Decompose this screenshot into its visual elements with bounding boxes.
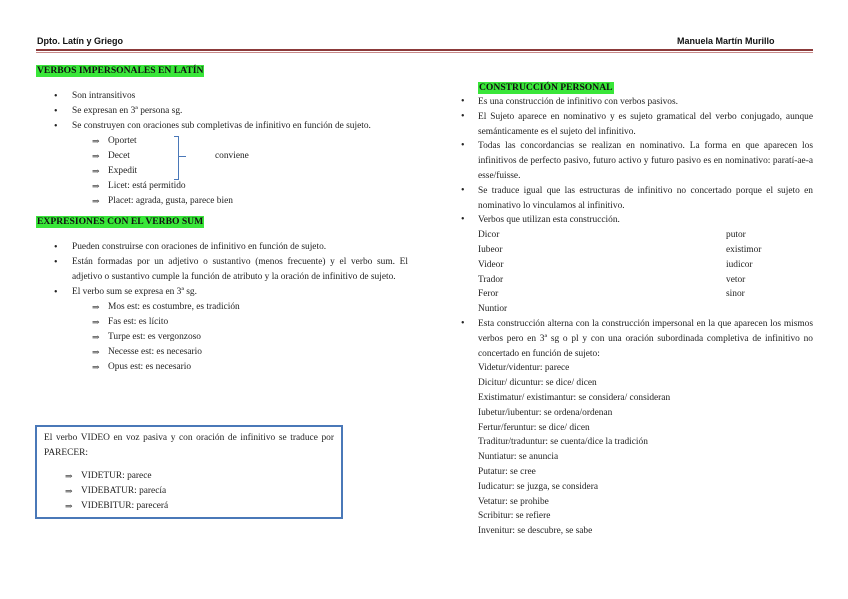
translation-line: Existimatur/ existimantur: se considera/ consideran: [478, 392, 671, 403]
list-item: ⇒ Opus est: es necesario: [36, 360, 408, 375]
list-item: ⇒ Fas est: es lícito: [36, 315, 408, 330]
verb-right: vetor: [726, 274, 746, 285]
arrow-icon: ⇒: [92, 302, 100, 312]
verb-right: sinor: [726, 289, 745, 300]
list-item: • Verbos que utilizan esta construcción.: [461, 213, 813, 228]
list-item: • El Sujeto aparece en nominativo y es sujeto gramatical del verbo conjugado, aunque semánticamente es el sujeto del infinitivo.: [461, 110, 813, 140]
verb-left: Nuntior: [478, 304, 508, 315]
list-item: ⇒ Turpe est: es vergonzoso: [36, 330, 408, 345]
translation-line: Invenitur: se descubre, se sabe: [478, 526, 593, 537]
translation-line: Iubetur/iubentur: se ordena/ordenan: [478, 407, 613, 418]
verb-left: Dicor: [478, 230, 500, 241]
arrow-icon: ⇒: [92, 151, 100, 161]
arrow-icon: ⇒: [92, 196, 100, 206]
arrow-icon: ⇒: [65, 471, 73, 481]
arrow-icon: ⇒: [92, 317, 100, 327]
verb-left: Trador: [478, 274, 504, 285]
translation-line: Putatur: se cree: [478, 466, 536, 477]
personal-bullets: [461, 95, 813, 228]
verb-right: iudicor: [726, 259, 753, 270]
video-intro: El verbo VIDEO en voz pasiva y con oración de infinitivo se traduce por PARECER:: [44, 433, 334, 458]
arrow-icon: ⇒: [92, 332, 100, 342]
translations-list: [461, 361, 813, 539]
header-department: Dpto. Latín y Griego: [37, 36, 124, 46]
arrow-icon: ⇒: [92, 181, 100, 191]
impersonales-title: VERBOS IMPERSONALES EN LATÍN: [37, 65, 204, 76]
list-item: • El verbo sum se expresa en 3ª sg.: [36, 285, 408, 300]
list-item: ⇒ Licet: está permitido: [36, 179, 408, 194]
list-item: ⇒ Oportet: [36, 134, 408, 149]
verb-left: Feror: [478, 289, 499, 300]
arrow-icon: ⇒: [65, 486, 73, 496]
arrow-icon: ⇒: [92, 362, 100, 372]
list-item: • Se traduce igual que las estructuras de infinitivo no concertado porque el sujeto en nominativo lo vinculamos al infinitivo.: [461, 184, 813, 214]
brace-icon: [174, 136, 179, 180]
impersonales-verbs: [36, 134, 408, 209]
list-item: • Están formadas por un adjetivo o sustantivo (menos frecuente) y el verbo sum. El adjetivo o sustantivo cumple la función de atributo y la oración de infinitivo de sujeto.: [36, 255, 408, 285]
list-item: ⇒ Mos est: es costumbre, es tradición: [36, 300, 408, 315]
verb-left: Videor: [478, 259, 504, 270]
list-item: • Son intransitivos: [36, 89, 408, 104]
brace-tick: [178, 156, 186, 157]
right-column: [461, 81, 813, 539]
list-item: ⇒ Placet: agrada, gusta, parece bien: [36, 194, 408, 209]
list-item: ⇒ VIDEBITUR: parecerá: [9, 499, 309, 514]
arrow-icon: ⇒: [65, 501, 73, 511]
list-item: ⇒ Necesse est: es necesario: [36, 345, 408, 360]
list-item: • Todas las concordancias se realizan en nominativo. La forma en que aparecen los infinitivos de perfecto pasivo, futuro activo y futuro pasivo es en nominativo: paratí-ae-a esse/fuisse.: [461, 139, 813, 183]
brace-label: conviene: [215, 151, 249, 161]
impersonales-bullets: [36, 89, 408, 134]
list-item: • Se construyen con oraciones sub completivas de infinitivo en función de sujeto.: [36, 119, 408, 134]
video-items: [9, 469, 309, 514]
list-item: ⇒ Decet: [36, 149, 408, 164]
translation-line: Fertur/feruntur: se dice/ dicen: [478, 422, 590, 433]
sum-title: EXPRESIONES CON EL VERBO SUM: [37, 216, 204, 227]
sum-examples: [36, 300, 408, 375]
arrow-icon: ⇒: [92, 166, 100, 176]
header-rule: [36, 49, 813, 51]
arrow-icon: ⇒: [92, 136, 100, 146]
verb-left: Iubeor: [478, 244, 503, 255]
list-item: ⇒ Expedit: [36, 164, 408, 179]
translation-line: Videtur/videntur: parece: [478, 363, 570, 374]
list-item: • Pueden construirse con oraciones de infinitivo en función de sujeto.: [36, 240, 408, 255]
list-item: • Se expresan en 3ª persona sg.: [36, 104, 408, 119]
list-item: ⇒ VIDEBATUR: parecía: [9, 484, 309, 499]
verbs-table: [461, 228, 813, 317]
sum-bullets: [36, 240, 408, 300]
header-author: Manuela Martín Murillo: [677, 36, 775, 46]
header-rule-thin: [36, 52, 813, 53]
translation-line: Vetatur: se prohibe: [478, 496, 549, 507]
list-item: ⇒ VIDETUR: parece: [9, 469, 309, 484]
translation-line: Dicitur/ dicuntur: se dice/ dicen: [478, 378, 597, 389]
verb-right: existimor: [726, 244, 762, 255]
list-item: • Esta construcción alterna con la construcción impersonal en la que aparecen los mismos verbos pero en 3ª sg o pl y con una oración subordinada completiva de infinitivo no concertado en función de sujeto:: [461, 317, 813, 361]
translation-line: Iudicatur: se juzga, se considera: [478, 481, 599, 492]
translation-line: Traditur/traduntur: se cuenta/dice la tradición: [478, 437, 648, 448]
personal-title: CONSTRUCCIÓN PERSONAL: [479, 82, 613, 93]
arrow-icon: ⇒: [92, 347, 100, 357]
left-column: [36, 64, 408, 375]
verb-right: putor: [726, 230, 746, 241]
alt-bullet: [461, 317, 813, 361]
translation-line: Scribitur: se refiere: [478, 511, 551, 522]
video-box: [35, 425, 343, 519]
translation-line: Nuntiatur: se anuncia: [478, 452, 559, 463]
list-item: • Es una construcción de infinitivo con verbos pasivos.: [461, 95, 813, 110]
